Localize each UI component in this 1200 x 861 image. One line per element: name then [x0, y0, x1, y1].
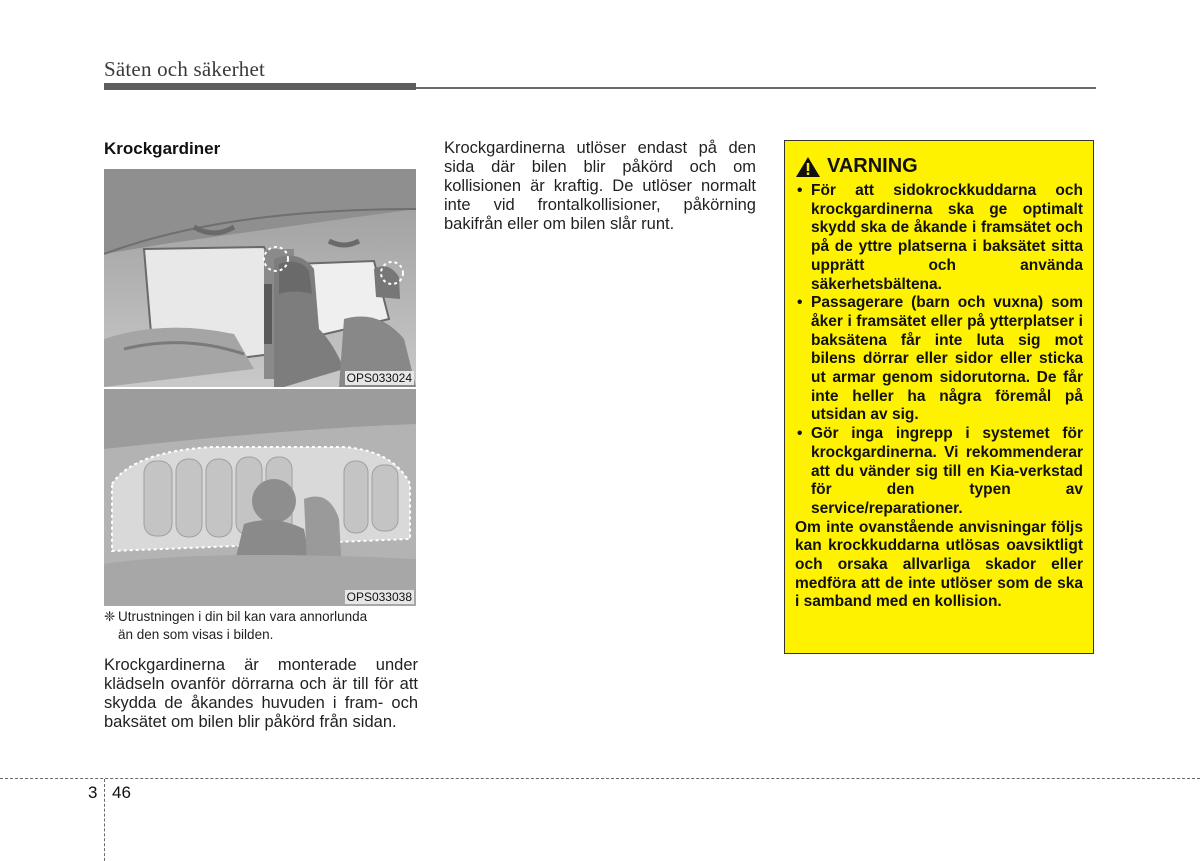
warning-header — [795, 155, 1083, 178]
warning-title: VARNING — [827, 155, 918, 177]
warning-item — [795, 425, 1083, 519]
warning-item — [795, 294, 1083, 425]
warning-item-text: Gör inga ingrepp i systemet för krockgardinerna. Vi rekommenderar att du vänder sig till en Kia-verkstad för den typen av service/reparationer. — [811, 425, 1083, 517]
footer-divider — [104, 779, 105, 861]
warning-list — [795, 182, 1083, 519]
page-number: 46 — [112, 783, 131, 802]
note-mark: ❈ — [104, 609, 116, 624]
warning-item-text: Passagerare (barn och vuxna) som åker i framsätet eller på ytterplatser i baksätena får inte luta sig mot bilens dörrar eller sidor eller sticka ut armar genom sidorutorna. De får inte heller ha några föremål på utsidan av sig. — [811, 294, 1083, 424]
chapter-title: Säten och säkerhet — [104, 57, 266, 81]
warning-item-text: För att sidokrockkuddarna och krockgardinerna ska ge optimalt skydd ska de åkande i framsätet och på de yttre platserna i baksätet sitta upprätt och använda säkerhetsbältena. — [811, 182, 1083, 293]
curtain-airbag-illustration — [104, 389, 416, 606]
warning-box — [784, 140, 1094, 654]
note-line-1: Utrustningen i din bil kan vara annorlunda — [118, 609, 368, 624]
paragraph-curtain-mounting: Krockgardinerna är monterade under klädseln ovanför dörrarna och är till för att skydda de åkandes huvuden i fram- och baksätet om bilen blir påkörd från sidan. — [104, 656, 418, 731]
illustration-note — [104, 608, 420, 644]
note-line-2: än den som visas i bilden. — [118, 627, 274, 642]
car-interior-illustration — [104, 169, 416, 387]
warning-footer: Om inte ovanstående anvisningar följs kan krockkuddarna utlösas oavsiktligt och orsaka allvarliga skador eller medföra att de inte utlöser som de ska i samband med en kollision. — [795, 518, 1083, 611]
footer-rule — [0, 778, 1200, 779]
figure-curtain-airbag — [104, 389, 416, 606]
figure-code-1: OPS033024 — [346, 371, 412, 385]
header-rule-thick — [104, 83, 416, 90]
figure-car-interior — [104, 169, 416, 387]
header-rule-thin — [416, 87, 1096, 89]
bullet: • — [797, 425, 803, 443]
bullet: • — [797, 294, 803, 312]
section-heading: Krockgardiner — [104, 139, 221, 158]
bullet: • — [797, 182, 803, 199]
page-chapter-number: 3 — [88, 783, 98, 802]
paragraph-curtain-deployment: Krockgardinerna utlöser endast på den sida där bilen blir påkörd och om kollisionen är kraftig. De utlöser normalt inte vid frontalkollisioner, påkörning bakifrån eller om bilen slår runt. — [444, 139, 756, 233]
warning-item — [795, 182, 1083, 294]
figure-code-2: OPS033038 — [346, 590, 412, 604]
warning-triangle-icon — [795, 156, 821, 178]
